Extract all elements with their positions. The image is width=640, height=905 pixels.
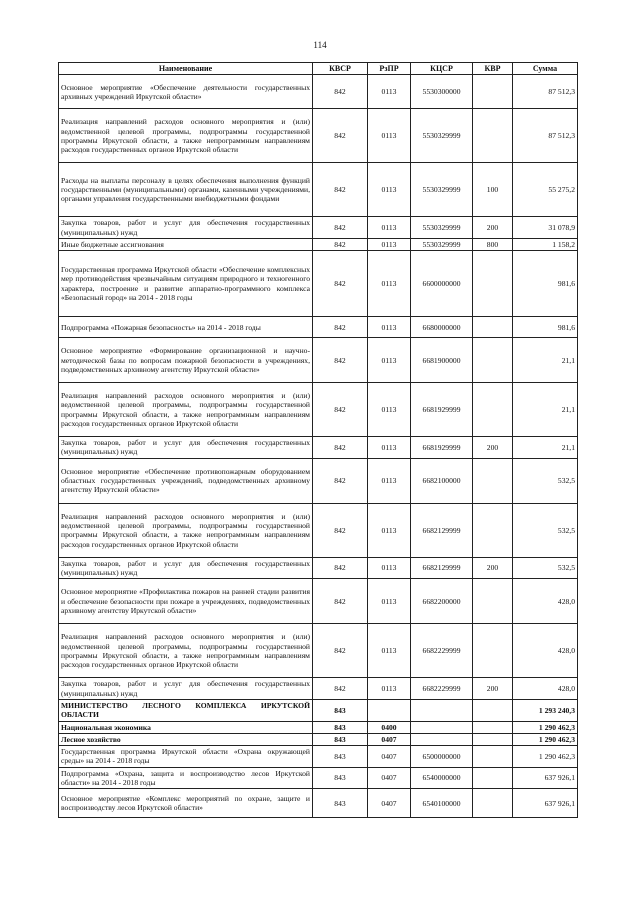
table-row [59, 721, 578, 733]
cell-kvsr: 842 [313, 579, 368, 624]
cell-sum: 1 290 462,3 [513, 746, 578, 768]
cell-sum: 21,1 [513, 383, 578, 437]
cell-name: Реализация направлений расходов основного мероприятия и (или) ведомственной целевой программы, подпрограммы государственной программы Иркутской области, а также непрограммным направлениям расходов государственных органов Иркутской области [59, 383, 313, 437]
cell-kcsr: 6680000000 [411, 317, 473, 338]
cell-sum: 981,6 [513, 317, 578, 338]
cell-sum: 637 926,1 [513, 767, 578, 789]
cell-sum: 87 512,3 [513, 109, 578, 163]
cell-rzpr: 0113 [368, 317, 411, 338]
cell-kcsr [411, 733, 473, 745]
cell-rzpr: 0113 [368, 458, 411, 503]
cell-name: Основное мероприятие «Обеспечение деятельности государственных архивных учреждений Иркутской области» [59, 75, 313, 109]
cell-name: Подпрограмма «Пожарная безопасность» на 2014 - 2018 годы [59, 317, 313, 338]
cell-rzpr: 0113 [368, 75, 411, 109]
cell-kcsr: 6682200000 [411, 579, 473, 624]
cell-kcsr: 6500000000 [411, 746, 473, 768]
cell-name: Национальная экономика [59, 721, 313, 733]
table-row [59, 767, 578, 789]
table-row [59, 238, 578, 250]
cell-rzpr: 0113 [368, 109, 411, 163]
cell-kvr: 200 [473, 217, 513, 239]
cell-kvr [473, 317, 513, 338]
cell-kvsr: 843 [313, 789, 368, 818]
cell-sum: 21,1 [513, 338, 578, 383]
cell-kvsr: 843 [313, 767, 368, 789]
column-header-name: Наименование [59, 63, 313, 75]
cell-sum: 532,5 [513, 557, 578, 579]
cell-sum: 428,0 [513, 579, 578, 624]
cell-rzpr: 0113 [368, 238, 411, 250]
table-row [59, 789, 578, 818]
cell-kvr [473, 109, 513, 163]
cell-name: Государственная программа Иркутской области «Обеспечение комплексных мер противодействия чрезвычайным ситуациям природного и техногенного характера, построение и развитие аппаратно-программного комплекса «Безопасный город» на 2014 - 2018 годы [59, 251, 313, 317]
cell-kvsr: 842 [313, 75, 368, 109]
cell-rzpr: 0113 [368, 579, 411, 624]
cell-kvr: 200 [473, 437, 513, 459]
table-row [59, 109, 578, 163]
cell-name: Государственная программа Иркутской области «Охрана окружающей среды» на 2014 - 2018 годы [59, 746, 313, 768]
table-row [59, 746, 578, 768]
cell-kvsr: 842 [313, 678, 368, 700]
cell-kcsr: 6681900000 [411, 338, 473, 383]
cell-kvr [473, 699, 513, 721]
cell-rzpr [368, 699, 411, 721]
cell-kvr [473, 458, 513, 503]
budget-table [58, 62, 578, 818]
table-row [59, 557, 578, 579]
cell-sum: 428,0 [513, 678, 578, 700]
cell-kcsr: 6540000000 [411, 767, 473, 789]
cell-kcsr: 6540100000 [411, 789, 473, 818]
cell-kvsr: 842 [313, 163, 368, 217]
column-header-kvsr: КВСР [313, 63, 368, 75]
cell-kvr [473, 338, 513, 383]
cell-name: Основное мероприятие «Формирование организационной и научно-методической базы по вопросам пожарной безопасности в учреждениях, подведомственных архивному агентству Иркутской области» [59, 338, 313, 383]
cell-sum: 637 926,1 [513, 789, 578, 818]
cell-rzpr: 0400 [368, 721, 411, 733]
table-row [59, 251, 578, 317]
cell-name: Закупка товаров, работ и услуг для обеспечения государственных (муниципальных) нужд [59, 557, 313, 579]
cell-rzpr: 0113 [368, 383, 411, 437]
column-header-kvr: КВР [473, 63, 513, 75]
cell-kcsr: 6682129999 [411, 557, 473, 579]
cell-name: Закупка товаров, работ и услуг для обеспечения государственных (муниципальных) нужд [59, 678, 313, 700]
cell-kvr [473, 383, 513, 437]
table-row [59, 338, 578, 383]
cell-kvsr: 842 [313, 383, 368, 437]
cell-name: Закупка товаров, работ и услуг для обеспечения государственных (муниципальных) нужд [59, 437, 313, 459]
cell-sum: 31 078,9 [513, 217, 578, 239]
cell-kvr: 800 [473, 238, 513, 250]
cell-rzpr: 0113 [368, 217, 411, 239]
cell-kcsr [411, 721, 473, 733]
cell-kvr: 200 [473, 678, 513, 700]
cell-kvsr: 842 [313, 503, 368, 557]
table-row [59, 678, 578, 700]
cell-kvsr: 842 [313, 251, 368, 317]
cell-name: Подпрограмма «Охрана, защита и воспроизводство лесов Иркутской области» на 2014 - 2018 годы [59, 767, 313, 789]
cell-rzpr: 0407 [368, 733, 411, 745]
cell-name: Закупка товаров, работ и услуг для обеспечения государственных (муниципальных) нужд [59, 217, 313, 239]
cell-kcsr: 5530329999 [411, 217, 473, 239]
cell-sum: 1 290 462,3 [513, 733, 578, 745]
cell-kvr [473, 767, 513, 789]
column-header-kcsr: КЦСР [411, 63, 473, 75]
cell-sum: 55 275,2 [513, 163, 578, 217]
cell-name: Основное мероприятие «Комплекс мероприятий по охране, защите и воспроизводству лесов Иркутской области» [59, 789, 313, 818]
cell-kvsr: 842 [313, 338, 368, 383]
table-body [59, 75, 578, 818]
cell-kvsr: 842 [313, 217, 368, 239]
table-row [59, 75, 578, 109]
cell-name: Реализация направлений расходов основного мероприятия и (или) ведомственной целевой программы, подпрограммы государственной программы Иркутской области, а также непрограммным направлениям расходов государственных органов Иркутской области [59, 624, 313, 678]
cell-rzpr: 0113 [368, 338, 411, 383]
cell-sum: 428,0 [513, 624, 578, 678]
cell-rzpr: 0113 [368, 678, 411, 700]
table-row [59, 383, 578, 437]
cell-kcsr: 5530329999 [411, 238, 473, 250]
cell-kcsr: 6682129999 [411, 503, 473, 557]
cell-kcsr: 6682229999 [411, 678, 473, 700]
cell-kcsr: 5530329999 [411, 163, 473, 217]
cell-rzpr: 0113 [368, 251, 411, 317]
table-row [59, 163, 578, 217]
column-header-rzpr: РзПР [368, 63, 411, 75]
cell-sum: 532,5 [513, 503, 578, 557]
cell-kvsr: 842 [313, 458, 368, 503]
cell-kcsr: 6682100000 [411, 458, 473, 503]
cell-name: Основное мероприятие «Профилактика пожаров на ранней стадии развития и обеспечение безопасности при пожаре в учреждениях, подведомственных архивному агентству Иркутской области» [59, 579, 313, 624]
cell-kcsr: 6681929999 [411, 437, 473, 459]
cell-kvr [473, 721, 513, 733]
cell-rzpr: 0113 [368, 624, 411, 678]
cell-kvsr: 843 [313, 746, 368, 768]
cell-kcsr [411, 699, 473, 721]
table-row [59, 579, 578, 624]
table-row [59, 437, 578, 459]
page-number: 114 [313, 40, 327, 50]
cell-sum: 532,5 [513, 458, 578, 503]
cell-kvr [473, 789, 513, 818]
table-header-row [59, 63, 578, 75]
cell-name: Иные бюджетные ассигнования [59, 238, 313, 250]
cell-kvsr: 843 [313, 733, 368, 745]
cell-kvr [473, 503, 513, 557]
cell-sum: 1 290 462,3 [513, 721, 578, 733]
cell-kcsr: 6682229999 [411, 624, 473, 678]
cell-kvr: 100 [473, 163, 513, 217]
cell-kvsr: 843 [313, 721, 368, 733]
cell-rzpr: 0407 [368, 789, 411, 818]
cell-sum: 981,6 [513, 251, 578, 317]
cell-kvr [473, 579, 513, 624]
cell-kcsr: 6600000000 [411, 251, 473, 317]
cell-kvsr: 842 [313, 557, 368, 579]
cell-kvsr: 843 [313, 699, 368, 721]
table-row [59, 503, 578, 557]
cell-kvsr: 842 [313, 109, 368, 163]
cell-kcsr: 5530329999 [411, 109, 473, 163]
cell-sum: 21,1 [513, 437, 578, 459]
table-row [59, 733, 578, 745]
column-header-sum: Сумма [513, 63, 578, 75]
cell-kvr [473, 624, 513, 678]
cell-rzpr: 0407 [368, 767, 411, 789]
cell-kvr [473, 75, 513, 109]
cell-sum: 87 512,3 [513, 75, 578, 109]
cell-rzpr: 0113 [368, 503, 411, 557]
cell-kcsr: 6681929999 [411, 383, 473, 437]
cell-kvsr: 842 [313, 437, 368, 459]
cell-name: Реализация направлений расходов основного мероприятия и (или) ведомственной целевой программы, подпрограммы государственной программы Иркутской области, а также непрограммным направлениям расходов государственных органов Иркутской области [59, 109, 313, 163]
cell-kvr [473, 733, 513, 745]
table-row [59, 624, 578, 678]
table-row [59, 317, 578, 338]
cell-kvsr: 842 [313, 238, 368, 250]
cell-name: Лесное хозяйство [59, 733, 313, 745]
cell-kvr [473, 746, 513, 768]
table-row [59, 217, 578, 239]
table-row [59, 699, 578, 721]
cell-kvr: 200 [473, 557, 513, 579]
cell-name: Реализация направлений расходов основного мероприятия и (или) ведомственной целевой программы, подпрограммы государственной программы Иркутской области, а также непрограммным направлениям расходов государственных органов Иркутской области [59, 503, 313, 557]
table-row [59, 458, 578, 503]
cell-name: МИНИСТЕРСТВО ЛЕСНОГО КОМПЛЕКСА ИРКУТСКОЙ ОБЛАСТИ [59, 699, 313, 721]
cell-kvr [473, 251, 513, 317]
cell-rzpr: 0113 [368, 437, 411, 459]
cell-kvsr: 842 [313, 317, 368, 338]
cell-name: Расходы на выплаты персоналу в целях обеспечения выполнения функций государственными (муниципальными) органами, казенными учреждениями, органами управления государственными внебюджетными фондами [59, 163, 313, 217]
cell-rzpr: 0407 [368, 746, 411, 768]
cell-name: Основное мероприятие «Обеспечение противопожарным оборудованием областных государственных учреждений, подведомственных архивному агентству Иркутской области» [59, 458, 313, 503]
cell-kcsr: 5530300000 [411, 75, 473, 109]
cell-sum: 1 293 240,3 [513, 699, 578, 721]
cell-kvsr: 842 [313, 624, 368, 678]
cell-sum: 1 158,2 [513, 238, 578, 250]
cell-rzpr: 0113 [368, 163, 411, 217]
cell-rzpr: 0113 [368, 557, 411, 579]
